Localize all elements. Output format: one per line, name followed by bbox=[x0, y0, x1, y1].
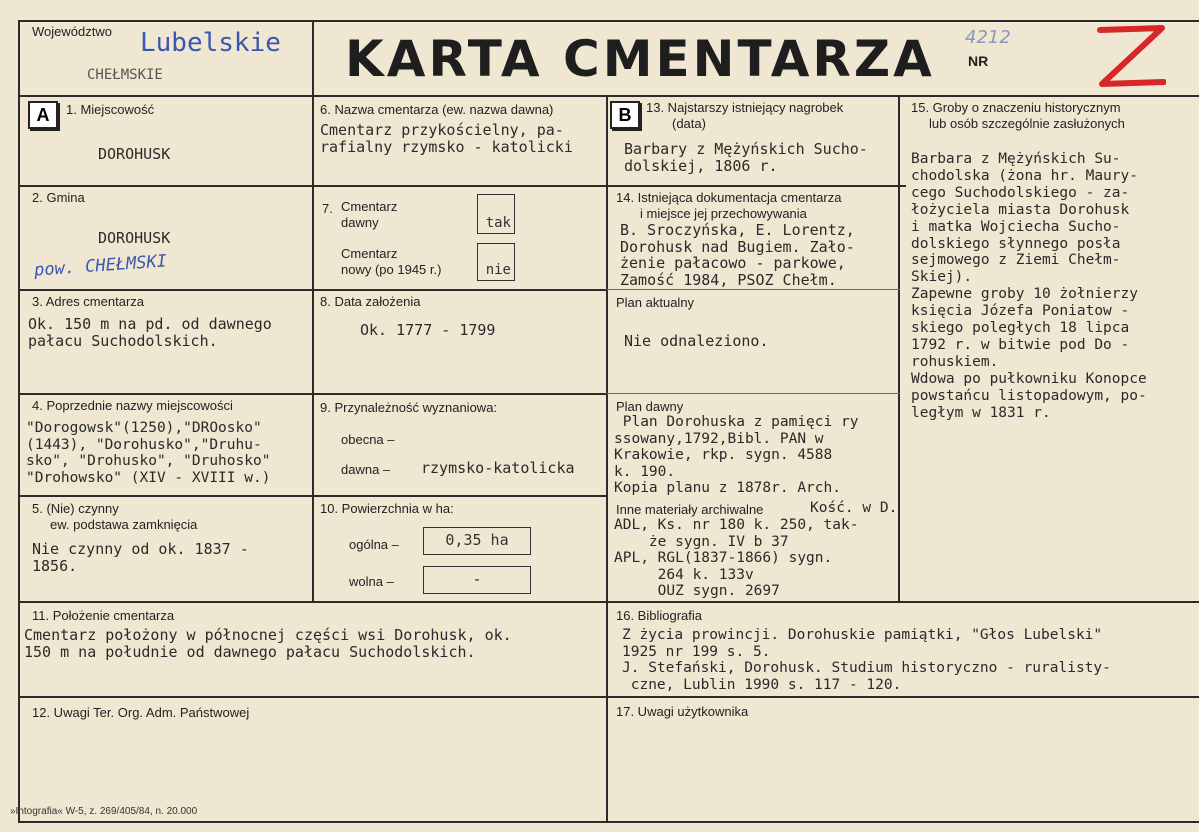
f1-label: 1. Miejscowość bbox=[66, 102, 155, 117]
f13-value: Barbary z Mężyńskich Sucho- dolskiej, 1806 r. bbox=[624, 140, 868, 175]
f15-value: Barbara z Mężyńskich Su- chodolska (żona hr. Maury- cego Suchodolskiego - za- łożyciela miasta Dorohusk i matka Wojciecha Sucho- dolskiego słynnego posła sejmowego z Ziemi Chełm- Skiej). Zapewne groby 10 żołnierzy księcia Józefa Poniatow - skiego poległych 18 lipca 1792 r. w bitwie pod Do - rohuskiem. Wdowa po pułkowniku Konopce powstańcu listopadowym, po- ległym w 1831 r. bbox=[911, 151, 1147, 421]
card-title: KARTA CMENTARZA bbox=[345, 30, 935, 88]
f6-label: 6. Nazwa cmentarza (ew. nazwa dawna) bbox=[320, 102, 554, 117]
f14-label2: i miejsce jej przechowywania bbox=[640, 206, 807, 221]
nowy-value: nie bbox=[485, 262, 511, 278]
inne-value: ADL, Ks. nr 180 k. 250, tak- że sygn. IV b 37 APL, RGL(1837-1866) sygn. 264 k. 133v OUZ sygn. 2697 bbox=[614, 517, 859, 599]
f16-value: Z życia prowincji. Dorohuskie pamiątki, "Głos Lubelski" 1925 nr 199 s. 5. J. Stefański, Dorohusk. Studium historyczno - ruralisty- czne, Lublin 1990 s. 117 - 120. bbox=[622, 627, 1111, 693]
col2-vline bbox=[606, 95, 608, 822]
f17-label: 17. Uwagi użytkownika bbox=[616, 704, 749, 719]
section-b-box: B bbox=[610, 101, 640, 129]
f12-label: 12. Uwagi Ter. Org. Adm. Państwowej bbox=[32, 705, 250, 720]
f15-label1: 15. Groby o znaczeniu historycznym bbox=[911, 100, 1121, 115]
f14-label1: 14. Istniejąca dokumentacja cmentarza bbox=[616, 190, 842, 205]
row2b-hline bbox=[606, 289, 900, 290]
f10-ogolna-label: ogólna – bbox=[349, 537, 399, 552]
f5-label: 5. (Nie) czynny bbox=[32, 501, 119, 516]
row1-hline bbox=[18, 185, 906, 187]
f8-value: Ok. 1777 - 1799 bbox=[360, 321, 496, 339]
f7-dawny-label1: Cmentarz bbox=[341, 199, 398, 214]
f8-label: 8. Data założenia bbox=[320, 294, 421, 309]
wolna-value-box[interactable]: - bbox=[423, 566, 531, 594]
f13-label1: 13. Najstarszy istniejący nagrobek bbox=[646, 100, 844, 115]
f15-label2: lub osób szczególnie zasłużonych bbox=[929, 116, 1125, 131]
f16-label: 16. Bibliografia bbox=[616, 608, 702, 623]
f11-value: Cmentarz położony w północnej części wsi Dorohusk, ok. 150 m na południe od dawnego pałacu Suchodolskich. bbox=[24, 626, 512, 661]
header-vline bbox=[312, 20, 314, 97]
bottom-border bbox=[18, 821, 1199, 823]
wojewodztwo-label: Województwo bbox=[32, 24, 112, 39]
f9-label: 9. Przynależność wyznaniowa: bbox=[320, 400, 498, 415]
plan-dawny-label: Plan dawny bbox=[616, 399, 684, 414]
col3-vline bbox=[898, 95, 900, 603]
f3-value: Ok. 150 m na pd. od dawnego pałacu Suchodolskich. bbox=[28, 315, 272, 350]
section-a-box: A bbox=[28, 101, 58, 129]
z-letter-graphic bbox=[1094, 22, 1166, 92]
print-info: »Intografia« W-5, z. 269/405/84, n. 20.000 bbox=[10, 806, 198, 817]
plan-aktualny-label: Plan aktualny bbox=[616, 295, 695, 310]
f7-dawny-label2: dawny bbox=[341, 215, 379, 230]
f10-wolna-label: wolna – bbox=[349, 574, 394, 589]
inne-materialy-label: Inne materiały archiwalne bbox=[616, 502, 764, 517]
f4-value: "Dorogowsk"(1250),"DROosko" (1443), "Dorohusko","Druhu- sko", "Drohusko", "Druhosko" "Drohowsko" (XIV - XVIII w.) bbox=[26, 420, 271, 486]
f9-dawna-label: dawna – bbox=[341, 462, 391, 477]
f4-label: 4. Poprzednie nazwy miejscowości bbox=[32, 398, 233, 413]
row6-hline bbox=[18, 696, 1199, 698]
f2-value: DOROHUSK bbox=[98, 229, 171, 247]
row3b-hline bbox=[606, 393, 900, 394]
f7-nowy-label2: nowy (po 1945 r.) bbox=[341, 262, 442, 277]
f13-label2: (data) bbox=[672, 116, 706, 131]
f10-label: 10. Powierzchnia w ha: bbox=[320, 501, 454, 516]
f11-label: 11. Położenie cmentarza bbox=[32, 608, 175, 623]
f9-obecna-label: obecna – bbox=[341, 432, 395, 447]
cmentarz-dawny-box[interactable] bbox=[477, 194, 515, 234]
wojewodztwo-stamp: Lubelskie bbox=[140, 28, 281, 58]
category-mark-z bbox=[1094, 22, 1166, 92]
f14-value: B. Sroczyńska, E. Lorentz, Dorohusk nad Bugiem. Zało- żenie pałacowo - parkowe, Zamość 1984, PSOZ Chełm. bbox=[620, 221, 855, 289]
f9-dawna-value: rzymsko-katolicka bbox=[421, 459, 575, 477]
dawny-value: tak bbox=[485, 215, 511, 231]
ogolna-value-box[interactable]: 0,35 ha bbox=[423, 527, 531, 555]
f7-label: 7. bbox=[322, 201, 333, 216]
plan-dawny-value: Plan Dorohuska z pamięci ry ssowany,1792,Bibl. PAN w Krakowie, rkp. sygn. 4588 k. 190. Kopia planu z 1878r. Arch. bbox=[614, 414, 859, 496]
row3-hline bbox=[18, 393, 608, 395]
row2-hline bbox=[18, 289, 608, 291]
left-border bbox=[18, 20, 20, 822]
f7-nowy-label1: Cmentarz bbox=[341, 246, 398, 261]
col1-vline bbox=[312, 95, 314, 603]
top-border bbox=[18, 20, 1199, 22]
f2-label: 2. Gmina bbox=[32, 190, 85, 205]
row4-hline bbox=[18, 495, 608, 497]
f5-value: Nie czynny od ok. 1837 - 1856. bbox=[32, 540, 249, 575]
f1-value: DOROHUSK bbox=[98, 145, 171, 163]
cmentarz-nowy-box[interactable] bbox=[477, 243, 515, 281]
header-divider bbox=[18, 95, 1199, 97]
row5-hline bbox=[18, 601, 1199, 603]
inne-first: Kość. w D. bbox=[810, 500, 898, 516]
f5-sublabel: ew. podstawa zamknięcia bbox=[50, 517, 198, 532]
nr-handwritten: 4212 bbox=[965, 27, 1011, 48]
region-stamp: CHEŁMSKIE bbox=[87, 67, 163, 83]
f3-label: 3. Adres cmentarza bbox=[32, 294, 144, 309]
nr-label: NR bbox=[968, 53, 989, 69]
plan-aktualny-value: Nie odnaleziono. bbox=[624, 332, 769, 350]
f2-stamp: pow. CHEŁMSKI bbox=[33, 251, 168, 281]
f6-value: Cmentarz przykościelny, pa- rafialny rzymsko - katolicki bbox=[320, 121, 573, 156]
